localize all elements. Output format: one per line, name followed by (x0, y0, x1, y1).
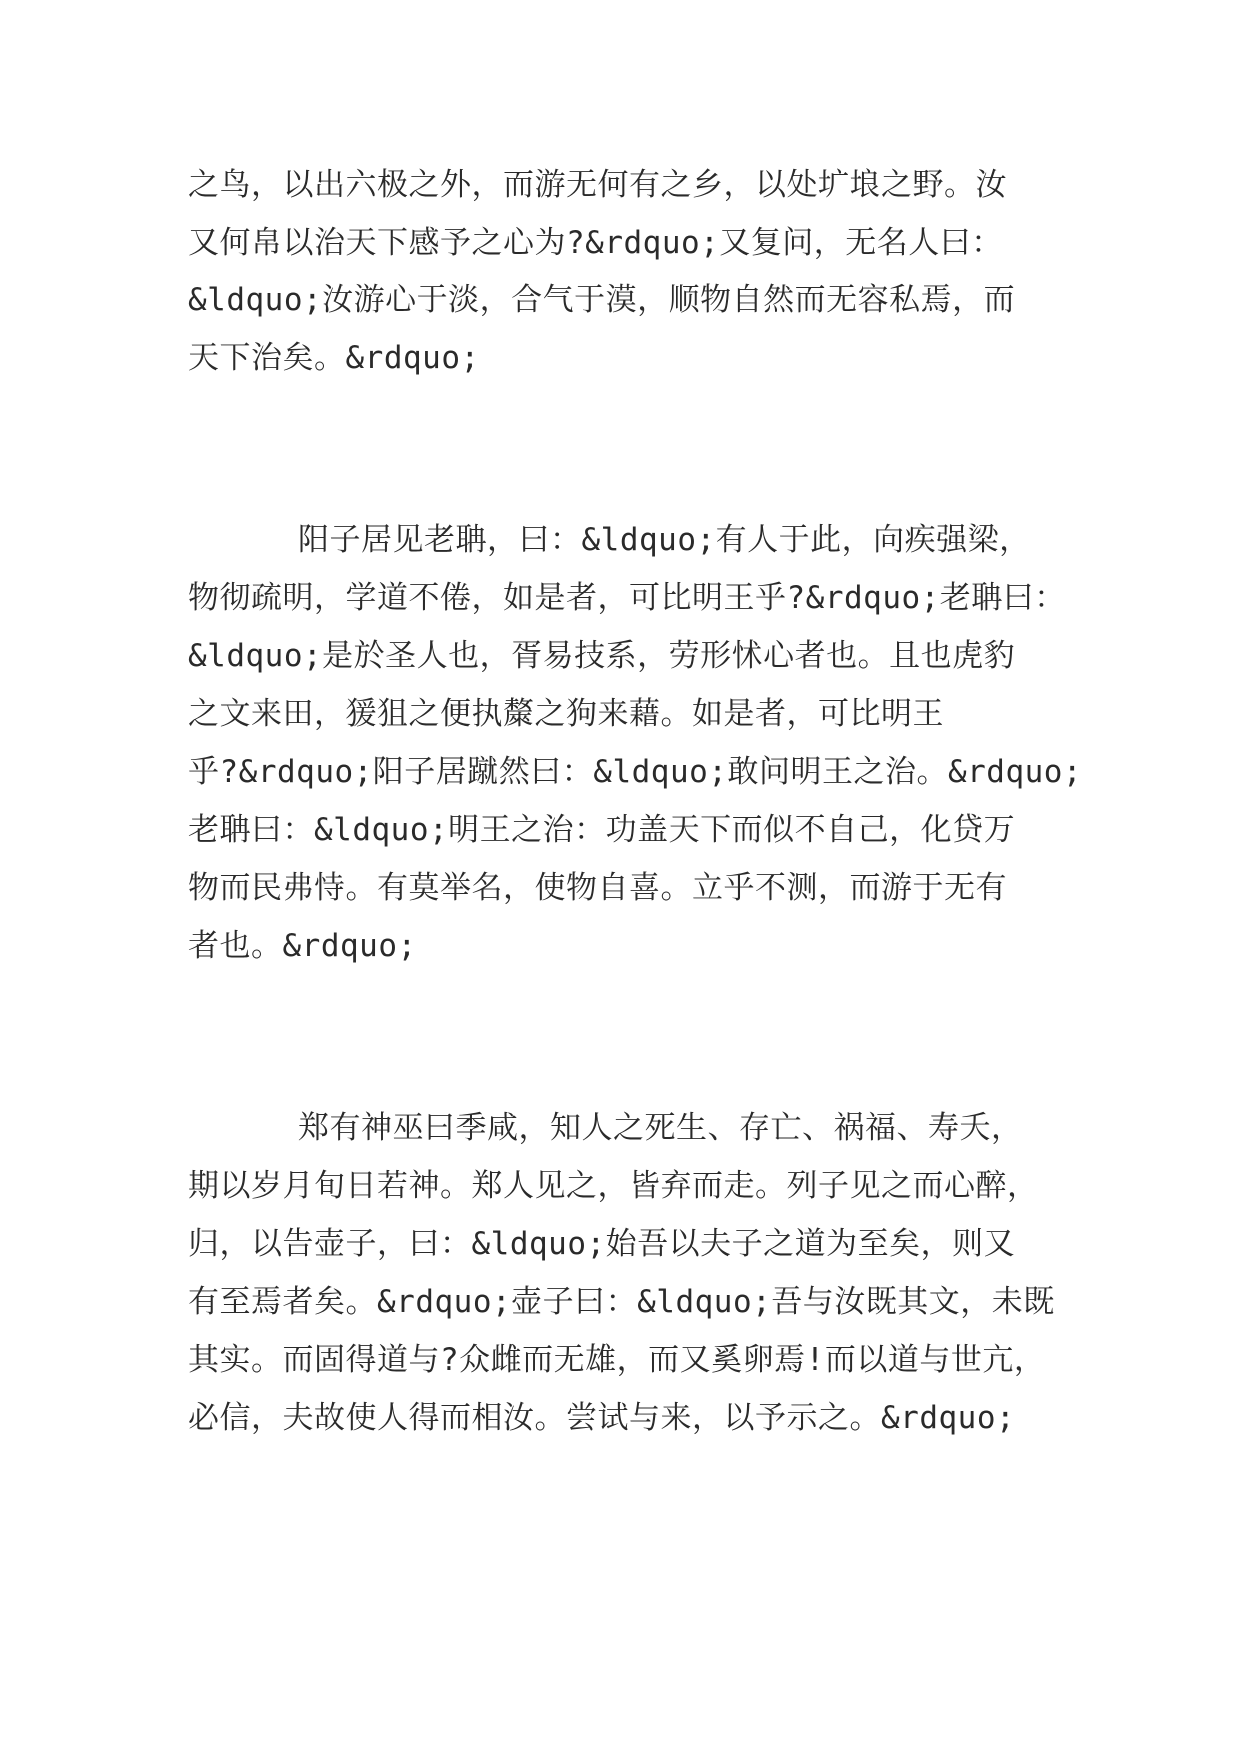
paragraph-3-line-2: 期以岁月旬日若神。郑人见之，皆弃而走。列子见之而心醉， (188, 1168, 1039, 1204)
paragraph-1-line-2: 又何帛以治天下感予之心为?&rdquo;又复问，无名人曰： (188, 225, 1003, 261)
paragraph-2-line-3: &ldquo;是於圣人也，胥易技系，劳形怵心者也。且也虎豹 (188, 638, 1016, 674)
paragraph-2-line-6: 老聃曰：&ldquo;明王之治：功盖天下而似不自己，化贷万 (188, 812, 1016, 848)
paragraph-2-line-2: 物彻疏明，学道不倦，如是者，可比明王乎?&rdquo;老聃曰： (188, 580, 1066, 616)
paragraph-1-line-1: 之鸟，以出六极之外，而游无何有之乡，以处圹埌之野。汝 (188, 167, 1007, 203)
paragraph-3-line-5: 其实。而固得道与?众雌而无雄，而又奚卵焉!而以道与世亢， (188, 1342, 1046, 1378)
paragraph-3-line-3: 归，以告壶子，曰：&ldquo;始吾以夫子之道为至矣，则又 (188, 1226, 1016, 1262)
paragraph-1-line-4: 天下治矣。&rdquo; (188, 340, 480, 376)
paragraph-2-line-4: 之文来田，猨狙之便执斄之狗来藉。如是者，可比明王 (188, 696, 944, 732)
paragraph-1-line-3: &ldquo;汝游心于淡，合气于漠，顺物自然而无容私焉，而 (188, 282, 1016, 318)
paragraph-2-line-8: 者也。&rdquo; (188, 928, 417, 964)
paragraph-3-line-6: 必信，夫故使人得而相汝。尝试与来，以予示之。&rdquo; (188, 1400, 1016, 1436)
paragraph-2-line-5: 乎?&rdquo;阳子居蹴然曰：&ldquo;敢问明王之治。&rdquo; (188, 754, 1083, 790)
paragraph-3-line-4: 有至焉者矣。&rdquo;壶子曰：&ldquo;吾与汝既其文，未既 (188, 1284, 1055, 1320)
paragraph-3-line-1: 郑有神巫曰季咸，知人之死生、存亡、祸福、寿夭， (298, 1110, 1023, 1146)
paragraph-2-line-1: 阳子居见老聃，曰：&ldquo;有人于此，向疾强梁， (298, 522, 1031, 558)
paragraph-2-line-7: 物而民弗恃。有莫举名，使物自喜。立乎不测，而游于无有 (188, 870, 1007, 906)
